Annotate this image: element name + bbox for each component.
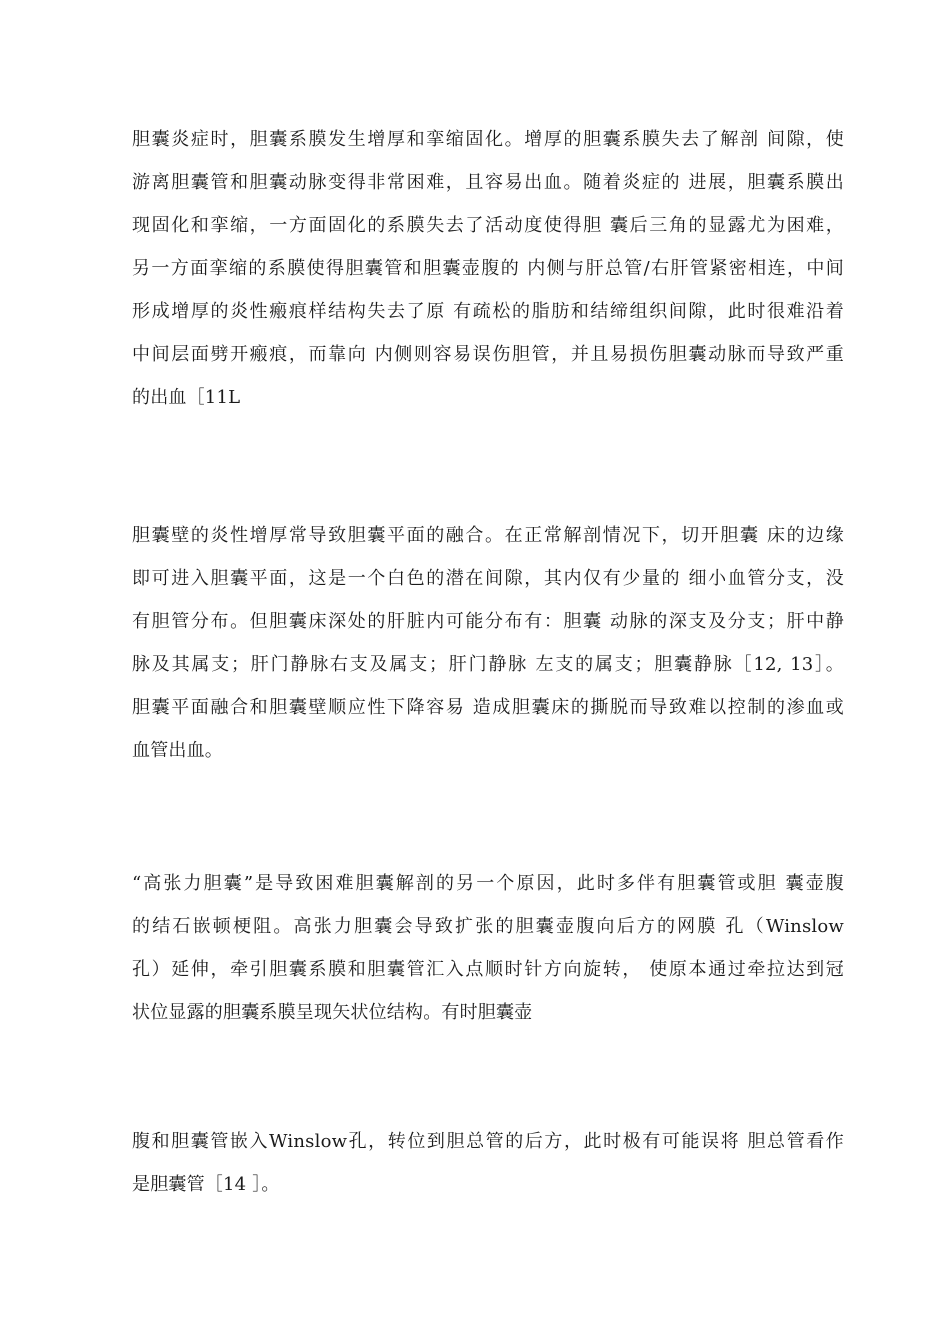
text-line: 现固化和挛缩，一方面固化的系膜失去了活动度使得胆 囊后三角的显露尤为困难， — [132, 215, 844, 236]
text-line: 胆囊壁的炎性增厚常导致胆囊平面的融合。在正常解剖情况下，切开胆囊 床的边缘 — [132, 525, 844, 546]
text-line: 有胆管分布。但胆囊床深处的肝脏内可能分布有：胆囊 动脉的深支及分支；肝中静 — [132, 611, 844, 632]
text-line: 形成增厚的炎性瘢痕样结构失去了原 有疏松的脂肪和结缔组织间隙，此时很难沿着 — [132, 301, 844, 322]
text-line: 腹和胆囊管嵌入Winslow孔，转位到胆总管的后方，此时极有可能误将 胆总管看作 — [132, 1131, 844, 1152]
paragraph-2 — [132, 514, 844, 772]
paragraph-4 — [132, 1120, 844, 1206]
text-line: 状位显露的胆囊系膜呈现矢状位结构。有时胆囊壶 — [132, 1002, 533, 1023]
text-line: 中间层面劈开瘢痕，而靠向 内侧则容易误伤胆管，并且易损伤胆囊动脉而导致严重 — [132, 344, 844, 365]
paragraph-3 — [132, 862, 844, 1034]
text-line: 胆囊平面融合和胆囊壁顺应性下降容易 造成胆囊床的撕脱而导致难以控制的渗血或 — [132, 697, 844, 718]
text-line: 的出血［11L — [132, 387, 241, 408]
text-line: 是胆囊管［14 ］。 — [132, 1174, 280, 1195]
text-line: 脉及其属支；肝门静脉右支及属支；肝门静脉 左支的属支；胆囊静脉［12, 13］。 — [132, 654, 844, 675]
text-line: 血管出血。 — [132, 740, 223, 761]
text-line: 孔）延伸，牵引胆囊系膜和胆囊管汇入点顺时针方向旋转， 使原本通过牵拉达到冠 — [132, 959, 844, 980]
text-line: 的结石嵌顿梗阻。高张力胆囊会导致扩张的胆囊壶腹向后方的网膜 孔（Winslow — [132, 916, 844, 937]
text-line: 另一方面挛缩的系膜使得胆囊管和胆囊壶腹的 内侧与肝总管/右肝管紧密相连，中间 — [132, 258, 844, 279]
text-line: “高张力胆囊”是导致困难胆囊解剖的另一个原因，此时多伴有胆囊管或胆 囊壶腹 — [132, 873, 844, 894]
text-line: 游离胆囊管和胆囊动脉变得非常困难，且容易出血。随着炎症的 进展，胆囊系膜出 — [132, 172, 844, 193]
text-line: 胆囊炎症时，胆囊系膜发生增厚和挛缩固化。增厚的胆囊系膜失去了解剖 间隙，使 — [132, 129, 844, 150]
text-line: 即可进入胆囊平面，这是一个白色的潜在间隙，其内仅有少量的 细小血管分支，没 — [132, 568, 844, 589]
paragraph-1 — [132, 118, 844, 419]
